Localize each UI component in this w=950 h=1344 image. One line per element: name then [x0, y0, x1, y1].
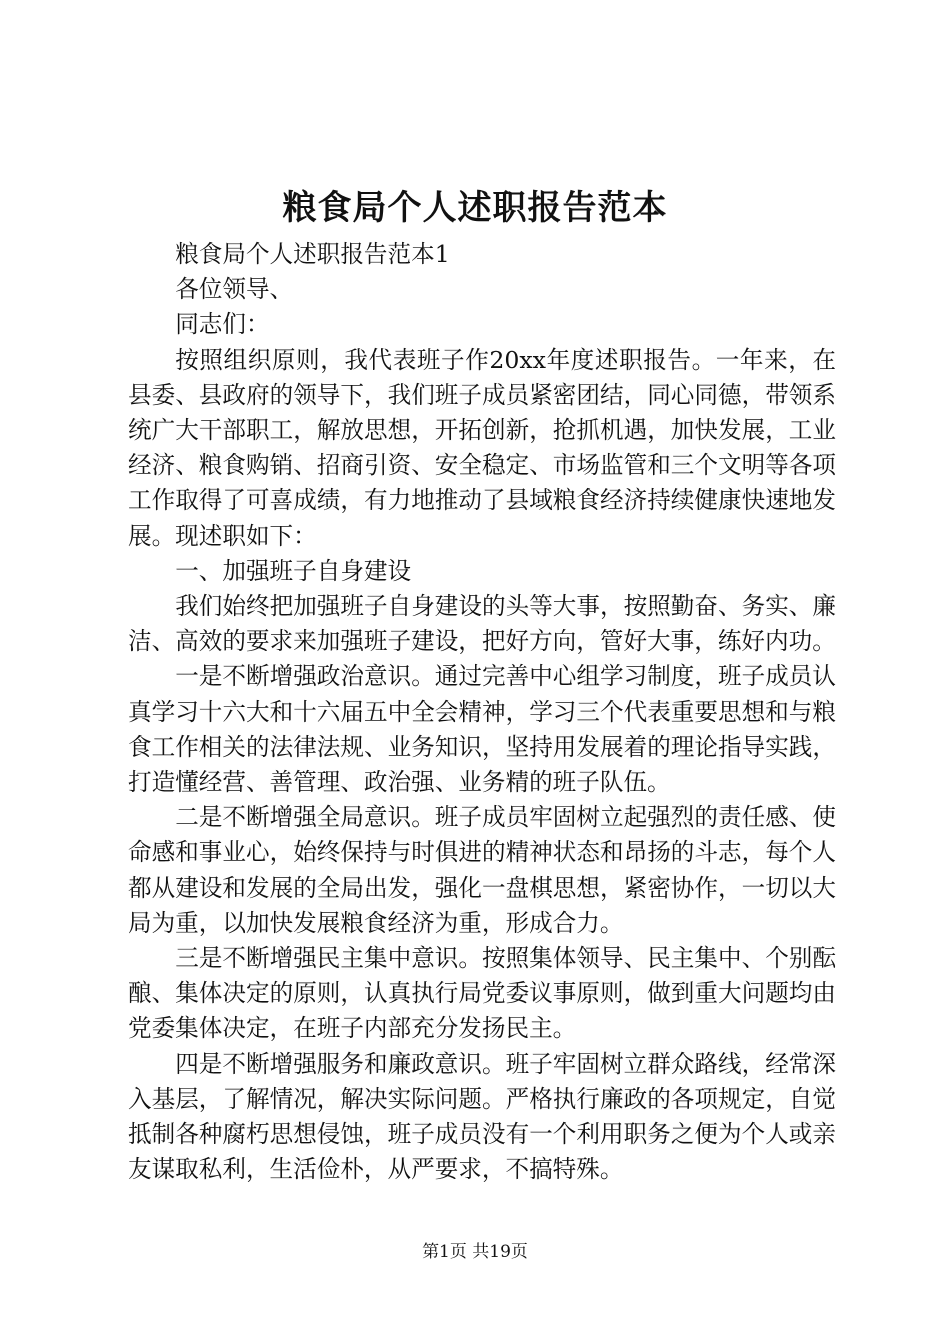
paragraph-section-overview: 我们始终把加强班子自身建设的头等大事，按照勤奋、务实、廉洁、高效的要求来加强班子建设，把好方向，管好大事，练好内功。	[128, 592, 836, 656]
page-footer: 第1页 共19页	[422, 1242, 528, 1262]
paragraph-service-integrity: 四是不断增强服务和廉政意识。班子牢固树立群众路线，经常深入基层，了解情况，解决实际问题。严格执行廉政的各项规定，自觉抵制各种腐朽思想侵蚀，班子成员没有一个利用职务之便为个人或亲友谋取私利，生活俭朴，从严要求，不搞特殊。	[128, 1049, 836, 1184]
paragraph-intro: 按照组织原则，我代表班子作20xx年度述职报告。一年来，在县委、县政府的领导下，我们班子成员紧密团结，同心同德，带领系统广大干部职工，解放思想，开拓创新，抢抓机遇，加快发展，工业经济、粮食购销、招商引资、安全稳定、市场监管和三个文明等各项工作取得了可喜成绩，有力地推动了县域粮食经济持续健康快速地发展。现述职如下：	[128, 345, 836, 550]
section-heading: 一、加强班子自身建设	[175, 556, 412, 585]
paragraph-subtitle: 粮食局个人述职报告范本1	[175, 240, 450, 268]
paragraph-salutation-comrades: 同志们：	[175, 310, 270, 339]
paragraph-democratic-centralism: 三是不断增强民主集中意识。按照集体领导、民主集中、个别酝酿、集体决定的原则，认真执行局党委议事原则，做到重大问题均由党委集体决定，在班子内部充分发扬民主。	[128, 944, 836, 1043]
paragraph-overall-awareness: 二是不断增强全局意识。班子成员牢固树立起强烈的责任感、使命感和事业心，始终保持与时俱进的精神状态和昂扬的斗志，每个人都从建设和发展的全局出发，强化一盘棋思想，紧密协作，一切以大局为重，以加快发展粮食经济为重，形成合力。	[128, 803, 836, 937]
document-body	[128, 237, 836, 1187]
paragraph-political-awareness: 一是不断增强政治意识。通过完善中心组学习制度，班子成员认真学习十六大和十六届五中全会精神，学习三个代表重要思想和与粮食工作相关的法律法规、业务知识，坚持用发展着的理论指导实践，打造懂经营、善管理、政治强、业务精的班子队伍。	[128, 662, 836, 797]
document-title: 粮食局个人述职报告范本	[282, 188, 668, 228]
paragraph-salutation-leaders: 各位领导、	[175, 275, 294, 304]
